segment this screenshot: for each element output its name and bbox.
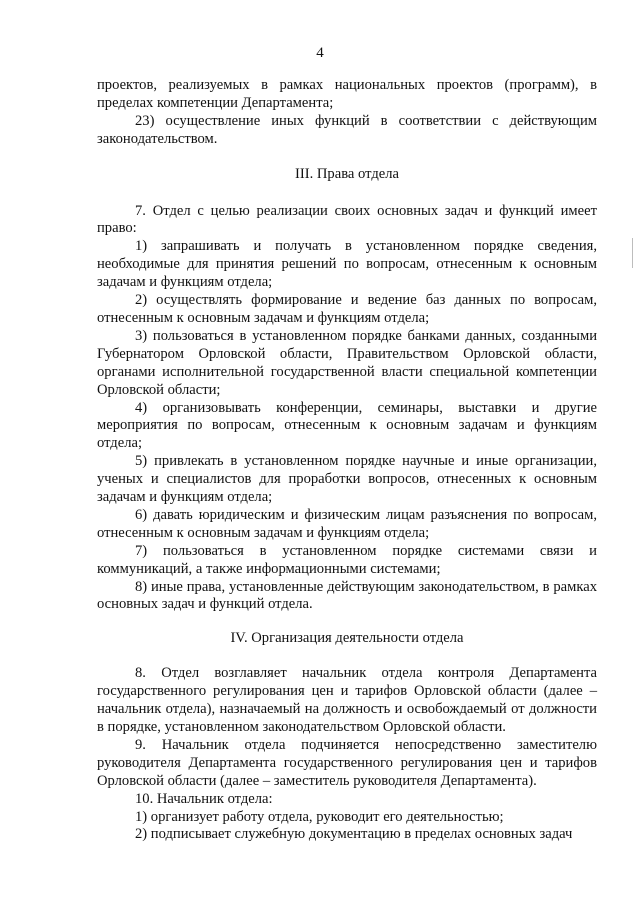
page-number: 4 <box>316 45 324 61</box>
duties-item-2: 2) подписывает служебную документацию в пределах основных задач <box>135 826 573 843</box>
rights-item-5: 5) привлекать в установленном порядке научные и иные организации, ученых и специалистов для проработки вопросов, отнесенных к основным задачам и функциям отдела; <box>97 453 597 506</box>
paragraph-10: 10. Начальник отдела: <box>135 790 273 807</box>
rights-item-2: 2) осуществлять формирование и ведение баз данных по вопросам, отнесенным к основным задачам и функциям отдела; <box>97 292 597 326</box>
paragraph-continuation: проектов, реализуемых в рамках национальных проектов (программ), в пределах компетенции Департамента; <box>97 77 597 111</box>
scan-edge-mark <box>632 238 633 268</box>
rights-item-6: 6) давать юридическим и физическим лицам разъяснения по вопросам, отнесенным к основным задачам и функциям отдела; <box>97 506 597 541</box>
rights-item-4: 4) организовывать конференции, семинары, выставки и другие мероприятия по вопросам, отнесенным к основным задачам и функциям отдела; <box>97 399 597 452</box>
rights-item-3: 3) пользоваться в установленном порядке банками данных, созданными Губернатором Орловской области, Правительством Орловской области, органами исполнительной государственной власти специальной компетенции Орловской области; <box>97 327 597 398</box>
rights-item-1: 1) запрашивать и получать в установленном порядке сведения, необходимые для принятия решений по вопросам, отнесенным к основным задачам и функциям отдела; <box>97 238 597 291</box>
paragraph-9: 9. Начальник отдела подчиняется непосредственно заместителю руководителя Департамента государственного регулирования цен и тарифов Орловской области (далее – заместитель руководителя Департамента). <box>97 736 597 789</box>
paragraph-item-23: 23) осуществление иных функций в соответствии с действующим законодательством. <box>97 112 597 147</box>
document-body <box>97 77 597 844</box>
rights-item-7: 7) пользоваться в установленном порядке системами связи и коммуникаций, а также информационными системами; <box>97 542 597 577</box>
paragraph-7: 7. Отдел с целью реализации своих основных задач и функций имеет право: <box>97 202 597 237</box>
rights-item-8: 8) иные права, установленные действующим законодательством, в рамках основных задач и функций отдела. <box>97 578 597 613</box>
paragraph-8: 8. Отдел возглавляет начальник отдела контроля Департамента государственного регулирования цен и тарифов Орловской области (далее – начальник отдела), назначаемый на должность и освобождаемый от должности в порядке, установленном законодательством Орловской области. <box>97 665 597 735</box>
duties-item-1: 1) организует работу отдела, руководит его деятельностью; <box>135 808 504 825</box>
section-heading-organization: IV. Организация деятельности отдела <box>230 630 464 647</box>
section-heading-rights: III. Права отдела <box>295 165 399 182</box>
